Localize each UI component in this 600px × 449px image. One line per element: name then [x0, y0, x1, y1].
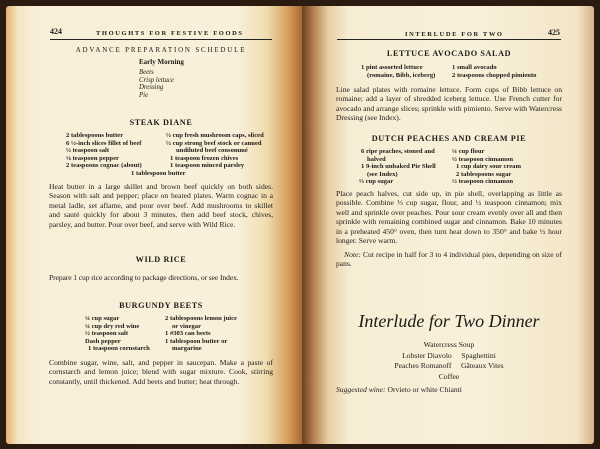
recipe-directions: Heat butter in a large skillet and brown beef quickly on both sides. Season with salt and pepper; place on heated plates. Warm cognac in a metal ladle, set aflame, and pour over beef. Add mushrooms to skillet and sauté quickly for about 3 minutes, then add beef stock, chives, parsley, and butter. Pour over beef, and serve with Wild Rice.	[49, 182, 273, 229]
left-page	[6, 6, 302, 444]
recipe-title: DUTCH PEACHES AND CREAM PIE	[371, 134, 527, 143]
ingredient: ½ cup strong beef stock or canned	[166, 139, 262, 147]
ingredient: halved	[367, 155, 386, 163]
suggested-wine	[336, 385, 462, 394]
recipe-directions: Line salad plates with romaine lettuce. Form cups of Bibb lettuce on romaine; add a layer of shredded iceberg lettuce. Use French cutter for avocado and arrange slices; sprinkle with pimiento. Serve with Watercress Dressing (see Index).	[336, 85, 562, 123]
ingredients-col2	[165, 315, 237, 353]
menu-title: Interlude for Two Dinner	[358, 311, 540, 331]
recipe-title: STEAK DIANE	[129, 118, 193, 127]
right-page	[302, 6, 594, 444]
ingredient: 1 #303 can beets	[165, 330, 211, 338]
page-number: 425	[548, 28, 560, 37]
ingredient: 1 9-inch unbaked Pie Shell	[361, 163, 436, 171]
recipe-directions: Prepare 1 cup rice according to package directions, or see Index.	[49, 273, 239, 282]
menu-row	[337, 361, 561, 372]
ingredient: ¼ cup sugar	[85, 315, 120, 322]
ingredient: 6 ripe peaches, stoned and	[361, 148, 435, 155]
schedule-item: Dressing	[139, 84, 164, 92]
ingredient: 1 tablespoon butter or	[165, 337, 228, 345]
recipe-note	[336, 250, 562, 269]
ingredient: Dash pepper	[85, 337, 121, 345]
ingredient: (see Index)	[367, 170, 398, 178]
ingredient: 1 pint assorted lettuce	[361, 64, 423, 71]
running-head: INTERLUDE FOR TWO	[405, 31, 504, 38]
menu-item: Gâteaux Vites	[460, 361, 504, 370]
ingredient: ½ teaspoon cinnamon	[452, 178, 514, 186]
ingredients-col2	[452, 148, 521, 186]
ingredient: ½ teaspoon salt	[66, 147, 110, 155]
ingredient: undiluted beef consommé	[176, 147, 248, 155]
recipe-title: LETTUCE AVOCADO SALAD	[386, 49, 512, 58]
menu-item: Peaches Romanoff	[394, 361, 452, 370]
ingredient: 2 tablespoons lemon juice	[165, 315, 237, 322]
ingredient: (romaine, Bibb, iceberg)	[367, 71, 436, 79]
schedule-title: ADVANCE PREPARATION SCHEDULE	[75, 46, 247, 54]
ingredient: 1 teaspoon minced parsley	[170, 162, 245, 170]
wine-text: Orvieto or white Chianti	[385, 385, 462, 394]
schedule-item: Beets	[139, 69, 154, 76]
page-number: 424	[50, 27, 62, 36]
ingredients-col1	[361, 64, 435, 79]
note-label: Note:	[344, 250, 361, 259]
ingredient: 2 tablespoons butter	[66, 132, 124, 139]
recipe-title: WILD RICE	[135, 255, 187, 264]
running-head: THOUGHTS FOR FESTIVE FOODS	[96, 30, 244, 37]
wine-label: Suggested wine:	[336, 385, 386, 394]
schedule-subtitle: Early Morning	[139, 58, 184, 66]
ingredients-col2	[452, 64, 536, 79]
menu-list	[337, 340, 561, 382]
ingredient: 1 teaspoon cornstarch	[88, 345, 150, 353]
menu-row	[337, 351, 561, 362]
recipe-directions: Combine sugar, wine, salt, and pepper in saucepan. Make a paste of cornstarch and lemon juice; blend with sugar mixture. Cook, stirring constantly, until thickened. Add beets and butter; heat through.	[49, 358, 273, 386]
menu-item: Coffee	[438, 371, 460, 381]
header-rule	[50, 39, 272, 40]
ingredient: 1 tablespoon butter	[131, 170, 186, 177]
ingredient: ⅓ cup sugar	[359, 178, 394, 186]
ingredient: 6 ½-inch slices fillet of beef	[66, 139, 142, 147]
ingredient: ½ teaspoon salt	[85, 330, 129, 338]
ingredient: 2 teaspoons chopped pimiento	[452, 71, 537, 79]
header-rule	[337, 39, 561, 40]
ingredients-col2	[166, 132, 264, 170]
ingredient: ½ teaspoon cinnamon	[452, 155, 514, 163]
ingredient: 1 cup dairy sour cream	[456, 163, 521, 171]
ingredient: 1 teaspoon frozen chives	[170, 154, 239, 162]
ingredients-col1	[361, 148, 436, 186]
schedule-item: Crisp lettuce	[139, 76, 174, 84]
ingredient: ¼ cup dry red wine	[85, 322, 140, 330]
ingredients-col1	[66, 132, 142, 170]
menu-item: Lobster Diavolo	[402, 350, 452, 360]
ingredient: 2 tablespoons sugar	[456, 170, 512, 178]
ingredient: ⅛ teaspoon pepper	[66, 154, 119, 162]
schedule-item: Pie	[139, 92, 149, 100]
menu-item: Watercress Soup	[423, 340, 475, 349]
ingredient: margarine	[172, 345, 202, 353]
schedule-list	[139, 69, 174, 100]
ingredient: ¼ cup flour	[452, 148, 485, 155]
ingredients-col1	[85, 315, 150, 353]
note-text: Cut recipe in half for 3 to 4 individual pies, depending on size of pans.	[336, 250, 562, 269]
ingredient: or vinegar	[172, 322, 201, 330]
ingredient: 2 teaspoons cognac (about)	[66, 162, 142, 170]
ingredient: 1 small avocado	[452, 64, 497, 71]
menu-item: Spaghettini	[461, 350, 496, 360]
recipe-directions: Place peach halves, cut side up, in pie shell, overlapping as little as possible. Combine ⅓ cup sugar, flour, and ½ teaspoon cinnamon; mix well and sprinkle over peaches. Pour sour cream evenly over all and then sprinkle with remaining combined sugar and cinnamon. Bake 10 minutes in a preheated 450° oven, then turn heat down to 350° and bake ½ hour longer. Serve warm.	[336, 189, 562, 246]
recipe-title: BURGUNDY BEETS	[119, 301, 203, 310]
ingredient: ½ cup fresh mushroom caps, sliced	[166, 132, 264, 139]
